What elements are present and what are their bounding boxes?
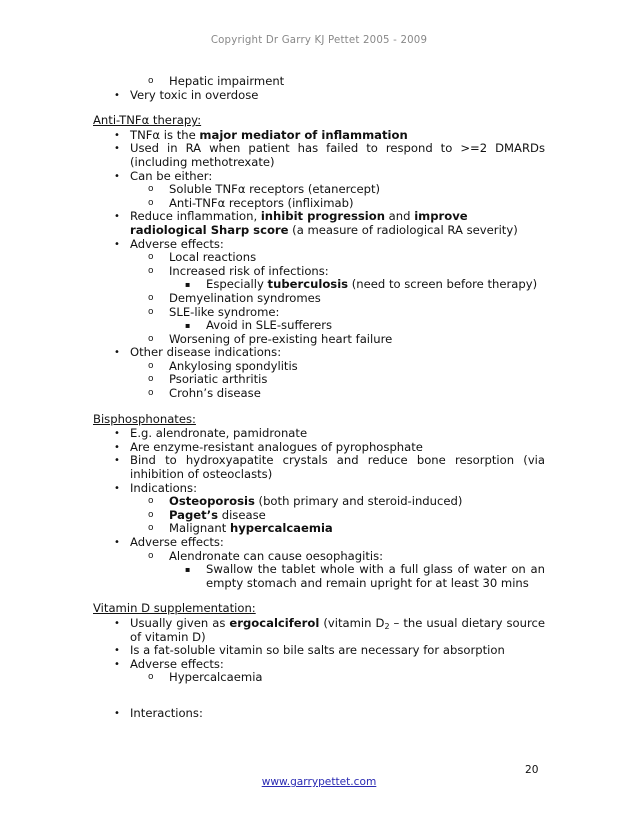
list-item <box>93 495 545 509</box>
list-item <box>93 482 545 496</box>
item-text: Avoid in SLE-sufferers <box>206 318 333 333</box>
list-item <box>93 238 545 252</box>
item-text: Reduce inflammation, <box>130 209 261 224</box>
circle-bullet-icon: o <box>148 523 154 534</box>
list-item <box>93 292 545 306</box>
item-text: Increased risk of infections: <box>169 263 329 278</box>
bold-text: inhibit progression <box>260 209 385 224</box>
item-text: Ankylosing spondylitis <box>169 358 298 373</box>
copyright-header: Copyright Dr Garry KJ Pettet 2005 - 2009 <box>210 35 428 46</box>
square-bullet-icon: ▪ <box>185 565 191 575</box>
item-text: Swallow the tablet whole with a full glass of water on an empty stomach and remain upright for at least 30 mins <box>206 562 545 590</box>
list-item <box>93 536 545 550</box>
list-item <box>93 563 545 590</box>
list-item <box>93 265 545 279</box>
item-text: Bind to hydroxyapatite crystals and reduce bone resorption (via inhibition of osteoclasts) <box>130 453 545 482</box>
list-item <box>93 522 545 536</box>
item-text: and <box>385 209 415 224</box>
item-text: Especially <box>206 277 268 292</box>
circle-bullet-icon: o <box>148 265 154 276</box>
bullet-icon: • <box>114 645 120 657</box>
circle-bullet-icon: o <box>148 252 154 263</box>
item-text: Adverse effects: <box>130 656 224 671</box>
list-item <box>93 360 545 374</box>
list-item <box>93 550 545 564</box>
item-text: Other disease indications: <box>130 345 282 360</box>
list-item <box>93 454 545 481</box>
circle-bullet-icon: o <box>148 496 154 507</box>
section-heading-bisphosphonates: Bisphosphonates: <box>93 411 196 426</box>
list-item <box>93 251 545 265</box>
list-item <box>93 707 545 721</box>
list-item <box>93 75 545 89</box>
square-bullet-icon: ▪ <box>185 321 191 331</box>
circle-bullet-icon: o <box>148 388 154 399</box>
item-text: Local reactions <box>169 250 257 265</box>
circle-bullet-icon: o <box>148 306 154 317</box>
item-text: Alendronate can cause oesophagitis: <box>169 548 384 563</box>
bullet-icon: • <box>114 129 120 141</box>
bullet-icon: • <box>114 347 120 359</box>
bullet-icon: • <box>114 482 120 494</box>
item-text: (both primary and steroid-induced) <box>254 494 463 509</box>
page-content <box>93 75 545 721</box>
circle-bullet-icon: o <box>148 76 154 86</box>
bold-text: major mediator of inflammation <box>199 127 408 142</box>
list-item <box>93 278 545 292</box>
list-item <box>93 333 545 347</box>
item-text: Used in RA when patient has failed to respond to >=2 DMARDs (including methotrexate) <box>130 141 545 169</box>
item-text: Crohn’s disease <box>169 386 261 401</box>
item-text: SLE-like syndrome: <box>169 304 280 319</box>
blank-spacer <box>93 685 545 707</box>
vitamin-d-list-continued <box>93 707 545 721</box>
bisphosphonates-list <box>93 427 545 590</box>
circle-bullet-icon: o <box>148 672 154 683</box>
list-item <box>93 427 545 441</box>
website-link[interactable]: www.garrypettet.com <box>261 776 377 788</box>
bullet-icon: • <box>114 89 120 101</box>
vitamin-d-list <box>93 617 545 685</box>
item-text: Usually given as <box>130 615 230 630</box>
list-item <box>93 306 545 320</box>
bullet-icon: • <box>114 211 120 223</box>
item-text: Is a fat-soluble vitamin so bile salts are necessary for absorption <box>130 643 505 658</box>
bold-text: ergocalciferol <box>229 615 320 630</box>
item-text: Interactions: <box>130 705 203 720</box>
list-item <box>93 617 545 644</box>
item-text: Demyelination syndromes <box>169 290 321 305</box>
item-text: Psoriatic arthritis <box>169 372 268 387</box>
anti-tnf-list <box>93 129 545 401</box>
bullet-icon: • <box>114 658 120 670</box>
item-text: Anti-TNFα receptors (infliximab) <box>169 195 354 210</box>
bold-text: Paget’s <box>169 507 219 522</box>
item-text: Hypercalcaemia <box>169 670 263 685</box>
circle-bullet-icon: o <box>148 184 154 195</box>
page-number: 20 <box>525 764 539 776</box>
item-text: (vitamin D <box>319 615 385 630</box>
item-text: Adverse effects: <box>130 236 224 251</box>
list-item <box>93 319 545 333</box>
circle-bullet-icon: o <box>148 292 154 303</box>
circle-bullet-icon: o <box>148 374 154 385</box>
bullet-icon: • <box>114 455 120 467</box>
bullet-icon: • <box>114 143 120 155</box>
bullet-icon: • <box>114 441 120 453</box>
list-item <box>93 441 545 455</box>
list-item <box>93 671 545 685</box>
continued-list <box>93 75 545 102</box>
square-bullet-icon: ▪ <box>185 280 191 290</box>
item-text: Indications: <box>130 480 197 495</box>
item-text: Soluble TNFα receptors (etanercept) <box>169 182 381 197</box>
item-text: Hepatic impairment <box>169 74 285 88</box>
item-text: Are enzyme-resistant analogues of pyrophosphate <box>130 439 423 454</box>
list-item <box>93 142 545 169</box>
section-heading-anti-tnf: Anti-TNFα therapy: <box>93 113 202 128</box>
bullet-icon: • <box>114 707 120 719</box>
bullet-icon: • <box>114 170 120 182</box>
section-heading-vitamin-d: Vitamin D supplementation: <box>93 601 256 616</box>
list-item <box>93 183 545 197</box>
list-item <box>93 89 545 103</box>
circle-bullet-icon: o <box>148 333 154 344</box>
circle-bullet-icon: o <box>148 550 154 561</box>
list-item <box>93 197 545 211</box>
list-item <box>93 509 545 523</box>
item-text: disease <box>218 507 266 522</box>
list-item <box>93 387 545 401</box>
bullet-icon: • <box>114 238 120 250</box>
item-text: E.g. alendronate, pamidronate <box>130 426 308 441</box>
item-text: Malignant <box>169 521 230 536</box>
bold-text: Osteoporosis <box>169 494 255 509</box>
item-text: – the usual dietary source of vitamin D) <box>130 615 545 644</box>
item-text: Adverse effects: <box>130 535 224 549</box>
bold-text: tuberculosis <box>267 277 349 292</box>
list-item <box>93 129 545 143</box>
item-text: TNFα is the <box>130 127 200 142</box>
bullet-icon: • <box>114 537 120 548</box>
item-text: (a measure of radiological RA severity) <box>288 222 518 237</box>
list-item <box>93 346 545 360</box>
circle-bullet-icon: o <box>148 197 154 208</box>
circle-bullet-icon: o <box>148 509 154 520</box>
bold-text: improve radiological Sharp score <box>130 209 468 237</box>
item-text: Worsening of pre-existing heart failure <box>169 331 393 346</box>
item-text: Very toxic in overdose <box>130 87 259 102</box>
bullet-icon: • <box>114 428 120 440</box>
list-item <box>93 658 545 672</box>
list-item <box>93 644 545 658</box>
list-item <box>93 373 545 387</box>
subscript-text: 2 <box>384 621 390 631</box>
item-text: (need to screen before therapy) <box>348 277 538 292</box>
item-text: Can be either: <box>130 168 213 183</box>
bullet-icon: • <box>114 617 120 629</box>
bold-text: hypercalcaemia <box>229 521 333 536</box>
circle-bullet-icon: o <box>148 360 154 371</box>
list-item <box>93 210 545 237</box>
list-item <box>93 170 545 184</box>
